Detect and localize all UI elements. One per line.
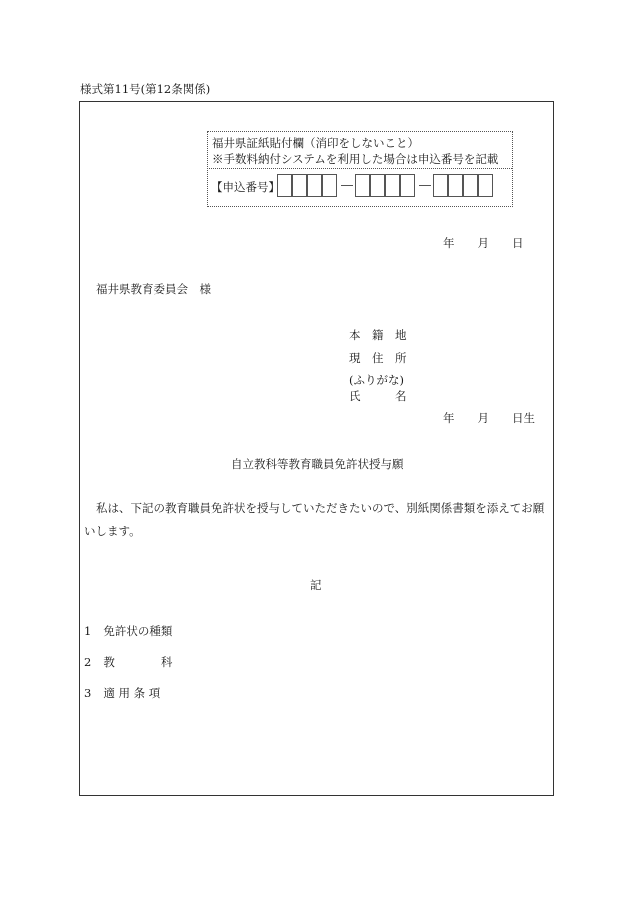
item-label: 免許状の種類 xyxy=(103,624,173,638)
application-number-digit-box[interactable] xyxy=(307,174,322,197)
addressee: 福井県教育委員会 様 xyxy=(96,282,211,296)
list-item xyxy=(84,623,172,639)
application-number-digit-box[interactable] xyxy=(433,174,448,197)
domicile-label: 本 籍 地 xyxy=(349,328,407,342)
application-number-digit-box[interactable] xyxy=(400,174,415,197)
name-label: 氏 名 xyxy=(349,389,407,403)
item-label: 適 用 条 項 xyxy=(103,686,161,700)
request-body-line-2: いします。 xyxy=(84,524,141,538)
application-number-label: 【申込番号】 xyxy=(211,180,280,194)
form-number: 様式第11号(第12条関係) xyxy=(80,82,211,96)
stamp-area-note: ※手数料納付システムを利用した場合は申込番号を記載 xyxy=(212,152,499,166)
item-label: 教 科 xyxy=(103,655,173,669)
application-number-digit-box[interactable] xyxy=(292,174,307,197)
item-number: 3 xyxy=(84,686,92,700)
item-number: 2 xyxy=(84,655,92,669)
application-number-digit-box[interactable] xyxy=(478,174,493,197)
list-item xyxy=(84,654,172,670)
application-number-separator xyxy=(341,185,353,186)
document-title: 自立教科等教育職員免許状授与願 xyxy=(231,457,404,471)
application-number-digit-box[interactable] xyxy=(370,174,385,197)
application-number-digit-box[interactable] xyxy=(463,174,478,197)
application-number-digit-box[interactable] xyxy=(448,174,463,197)
stamp-area-title: 福井県証紙貼付欄（消印をしないこと） xyxy=(212,136,419,150)
stamp-area-divider xyxy=(207,168,512,169)
address-label: 現 住 所 xyxy=(349,351,407,365)
list-item xyxy=(84,685,160,701)
request-body-line-1: 私は、下記の教育職員免許状を授与していただきたいので、別紙関係書類を添えてお願 xyxy=(96,501,545,515)
application-number-digit-box[interactable] xyxy=(277,174,292,197)
application-number-digit-box[interactable] xyxy=(355,174,370,197)
application-date: 年 月 日 xyxy=(443,236,524,250)
application-number-separator xyxy=(419,185,431,186)
ki-heading: 記 xyxy=(310,578,322,592)
item-number: 1 xyxy=(84,624,92,638)
furigana-label: (ふりがな) xyxy=(349,373,404,387)
application-number-digit-box[interactable] xyxy=(322,174,337,197)
birth-date: 年 月 日生 xyxy=(443,411,535,425)
application-number-digit-box[interactable] xyxy=(385,174,400,197)
